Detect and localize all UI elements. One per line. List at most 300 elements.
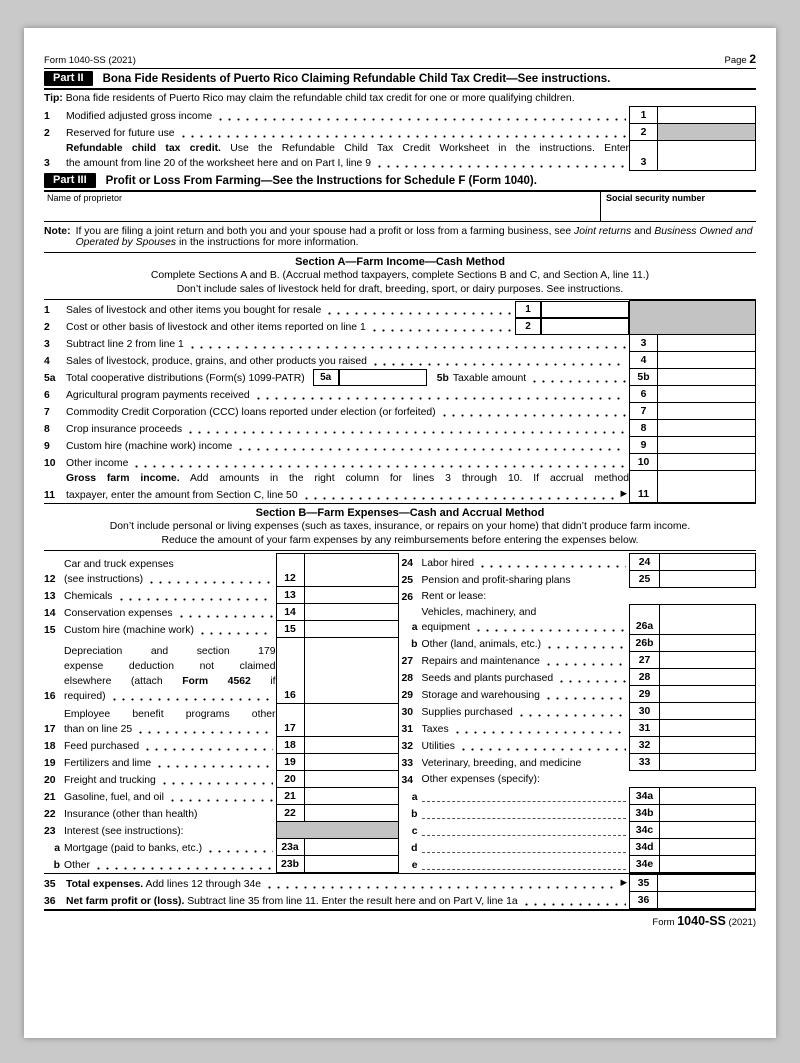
part3-label: Part III <box>44 173 96 188</box>
tip-row <box>44 90 756 106</box>
line-label: Gasoline, fuel, and oil <box>64 791 164 803</box>
line-number: 4 <box>44 355 50 367</box>
line-number: 20 <box>44 774 56 786</box>
ssn-label: Social security number <box>606 193 706 203</box>
secA-line-3 <box>44 335 756 352</box>
box-label: 31 <box>630 720 660 737</box>
expenses-right-table <box>402 553 757 873</box>
page-header <box>44 52 756 69</box>
exp-12-amount-field[interactable] <box>304 554 398 587</box>
dot-leader <box>109 692 273 704</box>
line-number: 12 <box>44 573 56 585</box>
box-label: 15 <box>276 621 304 638</box>
box-label: 23a <box>276 839 304 856</box>
line-label: elsewhere (attach Form 4562 if <box>64 675 276 687</box>
dot-leader <box>324 306 512 318</box>
exp-line-15 <box>44 621 398 638</box>
box-label: 25 <box>630 571 660 588</box>
line-label: Other (land, animals, etc.) <box>421 638 542 650</box>
page-word: Page <box>724 55 747 66</box>
line-label: Fertilizers and lime <box>64 757 152 769</box>
proprietor-name-field[interactable] <box>44 192 600 221</box>
line-number: 11 <box>44 489 55 501</box>
line-number: 36 <box>44 895 56 907</box>
secA-line9-amount-field[interactable] <box>658 437 756 454</box>
line-number: 22 <box>44 808 56 820</box>
line-number: 7 <box>44 406 50 418</box>
box-label: 2 <box>630 124 658 141</box>
exp-33-amount-field[interactable] <box>660 754 756 771</box>
line-number: 30 <box>401 706 414 718</box>
exp-line-34b <box>402 805 756 822</box>
box-label: 3 <box>630 141 658 171</box>
exp-17-amount-field[interactable] <box>304 704 398 737</box>
line-number: 31 <box>401 723 414 735</box>
dot-leader <box>142 742 272 754</box>
exp-line-20 <box>44 771 398 788</box>
line-label: Employee benefit programs other <box>64 708 276 720</box>
box-label: 2 <box>515 318 541 335</box>
exp-29-amount-field[interactable] <box>660 686 756 703</box>
line-label: Commodity Credit Corporation (CCC) loans reported under election (or forfeited) <box>66 406 436 418</box>
secA-line8-amount-field[interactable] <box>658 420 756 437</box>
line-label: Taxes <box>421 723 449 735</box>
exp-34c-specify-field[interactable] <box>422 824 627 836</box>
exp-13-amount-field[interactable] <box>304 587 398 604</box>
line-label: Labor hired <box>421 557 475 569</box>
dot-leader <box>543 691 626 703</box>
line-number: 21 <box>44 791 56 803</box>
exp-34e-amount-field[interactable] <box>660 856 756 873</box>
totals-table <box>44 874 756 909</box>
secA-line5a-amount-field[interactable] <box>339 369 427 386</box>
line-label: Reserved for future use <box>66 127 175 139</box>
footer-form-number: 1040-SS <box>677 914 726 928</box>
line-number: 23 <box>44 825 56 837</box>
dot-leader <box>178 129 626 141</box>
line-label: Mortgage (paid to banks, etc.) <box>64 842 203 854</box>
line-label: (see instructions) <box>64 573 144 585</box>
dot-leader <box>264 880 616 892</box>
dot-leader <box>185 425 626 437</box>
box-label: 16 <box>276 638 304 704</box>
exp-line-31 <box>402 720 756 737</box>
dot-leader <box>159 776 273 788</box>
dot-leader <box>197 626 273 638</box>
exp-16-amount-field[interactable] <box>304 638 398 704</box>
dot-leader <box>93 861 273 873</box>
dot-leader <box>477 559 626 571</box>
sectionA-title: Section A—Farm Income—Cash Method <box>295 256 505 268</box>
dot-leader <box>167 793 273 805</box>
note-label: Note: <box>44 226 71 237</box>
ssn-field[interactable] <box>600 192 756 221</box>
expenses-columns <box>44 553 756 873</box>
dot-leader <box>301 491 617 503</box>
line-number: 27 <box>401 655 414 667</box>
secA-line6-amount-field[interactable] <box>658 386 756 403</box>
secA-line1-amount-field[interactable] <box>541 301 629 318</box>
line-36 <box>44 892 756 909</box>
secA-line-5 <box>44 369 756 386</box>
part2-line-1 <box>44 107 756 124</box>
line-label: Total cooperative distributions (Form(s) 1099-PATR) <box>66 372 305 384</box>
dot-leader <box>146 575 272 587</box>
tip-text: Bona fide residents of Puerto Rico may claim the refundable child tax credit for one or more qualifying children. <box>65 93 575 104</box>
dot-leader <box>544 640 626 652</box>
footer-year: (2021) <box>728 917 756 928</box>
line-letter: e <box>411 859 418 871</box>
line-label: taxpayer, enter the amount from Section C, line 50 <box>66 489 298 501</box>
box-label: 29 <box>630 686 660 703</box>
line-number: 15 <box>44 624 56 636</box>
exp-34a-specify-field[interactable] <box>422 790 627 802</box>
box-label: 6 <box>630 386 658 403</box>
exp-34a-amount-field[interactable] <box>660 788 756 805</box>
exp-34d-specify-field[interactable] <box>422 841 627 853</box>
dot-leader <box>187 340 626 352</box>
exp-line-18 <box>44 737 398 754</box>
line-number: 24 <box>401 557 414 569</box>
exp-line-25 <box>402 571 756 588</box>
exp-14-amount-field[interactable] <box>304 604 398 621</box>
line-label: Rent or lease: <box>421 591 487 602</box>
box-label: 30 <box>630 703 660 720</box>
secA-line-7 <box>44 403 756 420</box>
dot-leader <box>135 725 272 737</box>
line-number: 17 <box>44 723 56 735</box>
line-number: 1 <box>44 304 50 316</box>
dot-leader <box>374 159 626 171</box>
exp-line-34d <box>402 839 756 856</box>
box-label: 34c <box>630 822 660 839</box>
line36-amount-field[interactable] <box>658 892 756 909</box>
line-number: 28 <box>401 672 414 684</box>
joint-return-note <box>44 222 756 253</box>
exp-22-amount-field[interactable] <box>304 805 398 822</box>
exp-23b-amount-field[interactable] <box>304 856 398 873</box>
line-label: Chemicals <box>64 590 113 602</box>
exp-line-33 <box>402 754 756 771</box>
line-label: than on line 25 <box>64 723 133 735</box>
dot-leader <box>176 609 273 621</box>
identity-row <box>44 192 756 222</box>
exp-line-24 <box>402 554 756 571</box>
dot-leader <box>439 408 626 420</box>
line-letter: a <box>54 842 60 854</box>
line-label: Sales of livestock and other items you bought for resale <box>66 304 322 316</box>
exp-21-amount-field[interactable] <box>304 788 398 805</box>
box-label: 13 <box>276 587 304 604</box>
box-label: 34b <box>630 805 660 822</box>
tip-label: Tip: <box>44 93 63 104</box>
arrow-icon: ▶ <box>620 876 627 887</box>
line-label: Storage and warehousing <box>421 689 540 701</box>
line-35 <box>44 875 756 892</box>
box-label: 5b <box>630 369 658 386</box>
line-letter: d <box>411 842 418 854</box>
box-label: 3 <box>630 335 658 352</box>
dot-leader <box>452 725 626 737</box>
box-label: 28 <box>630 669 660 686</box>
secA-line2-amount-field[interactable] <box>541 318 629 335</box>
part2-line3-amount-field[interactable] <box>658 141 756 171</box>
part2-line2-reserved-shaded-cell <box>658 124 756 141</box>
box-label: 34a <box>630 788 660 805</box>
part2-lines-table <box>44 106 756 171</box>
exp-27-amount-field[interactable] <box>660 652 756 669</box>
exp-line-28 <box>402 669 756 686</box>
line-label: Custom hire (machine work) <box>64 624 194 636</box>
line-label: Subtract line 2 from line 1 <box>66 338 184 350</box>
exp-line-23 <box>44 822 398 839</box>
line-label: Utilities <box>421 740 455 752</box>
secA-line11-amount-field[interactable] <box>658 471 756 503</box>
exp-34e-specify-field[interactable] <box>422 858 627 870</box>
line-number: 3 <box>44 338 50 350</box>
exp-line-34e <box>402 856 756 873</box>
dot-leader <box>205 844 272 856</box>
secA-line-9 <box>44 437 756 454</box>
exp-line-23b <box>44 856 398 873</box>
dot-leader <box>516 708 626 720</box>
line-label: Feed purchased <box>64 740 140 752</box>
line-label: Modified adjusted gross income <box>66 110 213 122</box>
exp-28-amount-field[interactable] <box>660 669 756 686</box>
box-label: 18 <box>276 737 304 754</box>
line-label: Repairs and maintenance <box>421 655 540 667</box>
line-label: Freight and trucking <box>64 774 156 786</box>
exp-15-amount-field[interactable] <box>304 621 398 638</box>
exp-line-22 <box>44 805 398 822</box>
box-label: 33 <box>630 754 660 771</box>
line-label: Use the Refundable Child Tax Credit Worksheet in the instructions. Enter <box>230 142 629 154</box>
exp-18-amount-field[interactable] <box>304 737 398 754</box>
sectionB-instruction-1: Don’t include personal or living expenses (such as taxes, insurance, or repairs on your home) that didn’t produce farm income. <box>109 521 691 532</box>
line-label-bold: Net farm profit or (loss). <box>66 895 185 907</box>
line-number: 9 <box>44 440 50 452</box>
line-label: Other income <box>66 457 129 469</box>
dot-leader <box>529 374 626 386</box>
line-number: 1 <box>44 110 50 122</box>
exp-line-16 <box>44 638 398 704</box>
box-label: 22 <box>276 805 304 822</box>
exp-line-17 <box>44 704 398 737</box>
part2-label: Part II <box>44 71 93 86</box>
line-label: Cost or other basis of livestock and other items reported on line 1 <box>66 321 366 333</box>
dot-leader <box>458 742 626 754</box>
secA-line-11 <box>44 471 756 503</box>
line-label: Add lines 12 through 34e <box>145 878 262 890</box>
line-label: Supplies purchased <box>421 706 513 718</box>
line-label: Veterinary, breeding, and medicine <box>421 757 582 769</box>
secA-line5b-amount-field[interactable] <box>658 369 756 386</box>
line-label: expense deduction not claimed <box>64 660 276 672</box>
exp-23-shaded-area <box>276 822 398 839</box>
exp-20-amount-field[interactable] <box>304 771 398 788</box>
box-label: 10 <box>630 454 658 471</box>
line-label: Agricultural program payments received <box>66 389 250 401</box>
exp-26b-amount-field[interactable] <box>660 635 756 652</box>
part2-line-2 <box>44 124 756 141</box>
line-label: the amount from line 20 of the worksheet here and on Part I, line 9 <box>66 157 371 169</box>
box-label: 12 <box>276 554 304 587</box>
top-form-id: Form 1040-SS (2021) <box>44 55 136 66</box>
line-number: 32 <box>401 740 414 752</box>
arrow-icon: ▶ <box>620 487 627 498</box>
exp-34c-amount-field[interactable] <box>660 822 756 839</box>
line35-amount-field[interactable] <box>658 875 756 892</box>
part2-line-3 <box>44 141 756 171</box>
exp-34b-amount-field[interactable] <box>660 805 756 822</box>
secA-line-1 <box>44 301 756 318</box>
line-number: 2 <box>44 321 50 333</box>
dot-leader <box>116 592 273 604</box>
exp-line-32 <box>402 737 756 754</box>
line-5b-number: 5b <box>436 372 449 384</box>
divider <box>44 550 756 551</box>
exp-24-amount-field[interactable] <box>660 554 756 571</box>
sectionA-instruction-1: Complete Sections A and B. (Accrual method taxpayers, complete Sections B and C, and Section A, line 11.) <box>150 270 650 281</box>
page-number: 2 <box>749 52 756 66</box>
line-number: 19 <box>44 757 56 769</box>
line-number: 34 <box>401 774 414 786</box>
exp-34d-amount-field[interactable] <box>660 839 756 856</box>
exp-line-21 <box>44 788 398 805</box>
line-label: Depreciation and section 179 <box>64 645 276 657</box>
exp-line-34a <box>402 788 756 805</box>
line-number: 6 <box>44 389 50 401</box>
dot-leader <box>369 323 512 335</box>
exp-line-26b <box>402 635 756 652</box>
box-label: 19 <box>276 754 304 771</box>
box-label: 27 <box>630 652 660 669</box>
exp-line-14 <box>44 604 398 621</box>
secA-line3-amount-field[interactable] <box>658 335 756 352</box>
secA-line10-amount-field[interactable] <box>658 454 756 471</box>
box-label: 17 <box>276 704 304 737</box>
line-letter: a <box>411 621 418 633</box>
box-label: 35 <box>630 875 658 892</box>
line-number: 14 <box>44 607 56 619</box>
line-label: Vehicles, machinery, and <box>421 606 537 618</box>
line-letter: a <box>411 791 418 803</box>
dot-leader <box>473 623 626 635</box>
part2-title: Bona Fide Residents of Puerto Rico Claiming Refundable Child Tax Credit—See instructions. <box>102 72 611 85</box>
dot-leader <box>521 897 626 909</box>
secA-line-4 <box>44 352 756 369</box>
line-label: Subtract line 35 from line 11. Enter the result here and on Part V, line 1a <box>187 895 518 907</box>
line-number: 26 <box>401 591 414 603</box>
box-label: 1 <box>515 301 541 318</box>
box-label: 24 <box>630 554 660 571</box>
secA-line7-amount-field[interactable] <box>658 403 756 420</box>
sectionA-table <box>44 300 756 503</box>
box-label: 21 <box>276 788 304 805</box>
exp-26a-amount-field[interactable] <box>660 605 756 635</box>
sectionB-title: Section B—Farm Expenses—Cash and Accrual Method <box>255 507 545 519</box>
note-text: If you are filing a joint return and both you and your spouse had a profit or loss from a farming business, see Joint returns and Business Owned and Operated by Spouses in the instructions for more information. <box>75 226 753 248</box>
line-number: 8 <box>44 423 50 435</box>
exp-30-amount-field[interactable] <box>660 703 756 720</box>
box-label: 26b <box>630 635 660 652</box>
line-label-bold: Total expenses. <box>66 878 144 890</box>
box-label: 26a <box>630 605 660 635</box>
line-letter: b <box>411 638 418 650</box>
line-number: 35 <box>44 878 56 890</box>
line-number: 29 <box>401 689 414 701</box>
line-label: Crop insurance proceeds <box>66 423 183 435</box>
part3-title: Profit or Loss From Farming—See the Instructions for Schedule F (Form 1040). <box>105 174 537 187</box>
line-label: Seeds and plants purchased <box>421 672 554 684</box>
exp-line-26 <box>402 588 756 605</box>
exp-23a-amount-field[interactable] <box>304 839 398 856</box>
secA-line-8 <box>44 420 756 437</box>
box-label: 34e <box>630 856 660 873</box>
dot-leader <box>131 459 626 471</box>
box-label: 1 <box>630 107 658 124</box>
exp-line-34 <box>402 771 756 788</box>
line-label: required) <box>64 690 106 702</box>
line-number: 33 <box>401 757 414 769</box>
secA-line4-amount-field[interactable] <box>658 352 756 369</box>
exp-line-13 <box>44 587 398 604</box>
box-label: 32 <box>630 737 660 754</box>
exp-32-amount-field[interactable] <box>660 737 756 754</box>
line-label: Other <box>64 859 90 871</box>
line-number: 13 <box>44 590 56 602</box>
box-label: 5a <box>313 369 339 386</box>
dot-leader <box>215 112 626 124</box>
part3-bar <box>44 171 756 192</box>
box-label: 23b <box>276 856 304 873</box>
sectionA-instruction-2: Don’t include sales of livestock held for draft, breeding, sport, or dairy purposes. See instructions. <box>176 283 624 295</box>
exp-19-amount-field[interactable] <box>304 754 398 771</box>
part2-line1-amount-field[interactable] <box>658 107 756 124</box>
exp-25-amount-field[interactable] <box>660 571 756 588</box>
line-label-bold: Refundable child tax credit. <box>66 142 221 154</box>
expenses-left-table <box>44 553 399 873</box>
line-letter: b <box>411 808 418 820</box>
part2-bar <box>44 69 756 90</box>
exp-34b-specify-field[interactable] <box>422 807 627 819</box>
secA-lines1-2-shaded-area <box>630 301 756 335</box>
line-label: equipment <box>421 621 471 633</box>
line-label: Sales of livestock, produce, grains, and other products you raised <box>66 355 367 367</box>
proprietor-name-label: Name of proprietor <box>47 193 123 203</box>
box-label: 14 <box>276 604 304 621</box>
exp-31-amount-field[interactable] <box>660 720 756 737</box>
box-label: 11 <box>630 471 658 503</box>
line-label: Custom hire (machine work) income <box>66 440 233 452</box>
exp-line-23a <box>44 839 398 856</box>
exp-line-26a <box>402 605 756 635</box>
box-label: 34d <box>630 839 660 856</box>
exp-line-29 <box>402 686 756 703</box>
line-number: 2 <box>44 127 50 139</box>
line-label: Car and truck expenses <box>64 558 174 570</box>
secA-line-10 <box>44 454 756 471</box>
box-label: 20 <box>276 771 304 788</box>
dot-leader <box>253 391 626 403</box>
dot-leader <box>556 674 626 686</box>
exp-line-34c <box>402 822 756 839</box>
line-label-bold: Gross farm income. <box>66 472 180 484</box>
line-number: 25 <box>401 574 414 586</box>
box-label: 7 <box>630 403 658 420</box>
exp-line-30 <box>402 703 756 720</box>
line-label: Interest (see instructions): <box>64 825 184 837</box>
